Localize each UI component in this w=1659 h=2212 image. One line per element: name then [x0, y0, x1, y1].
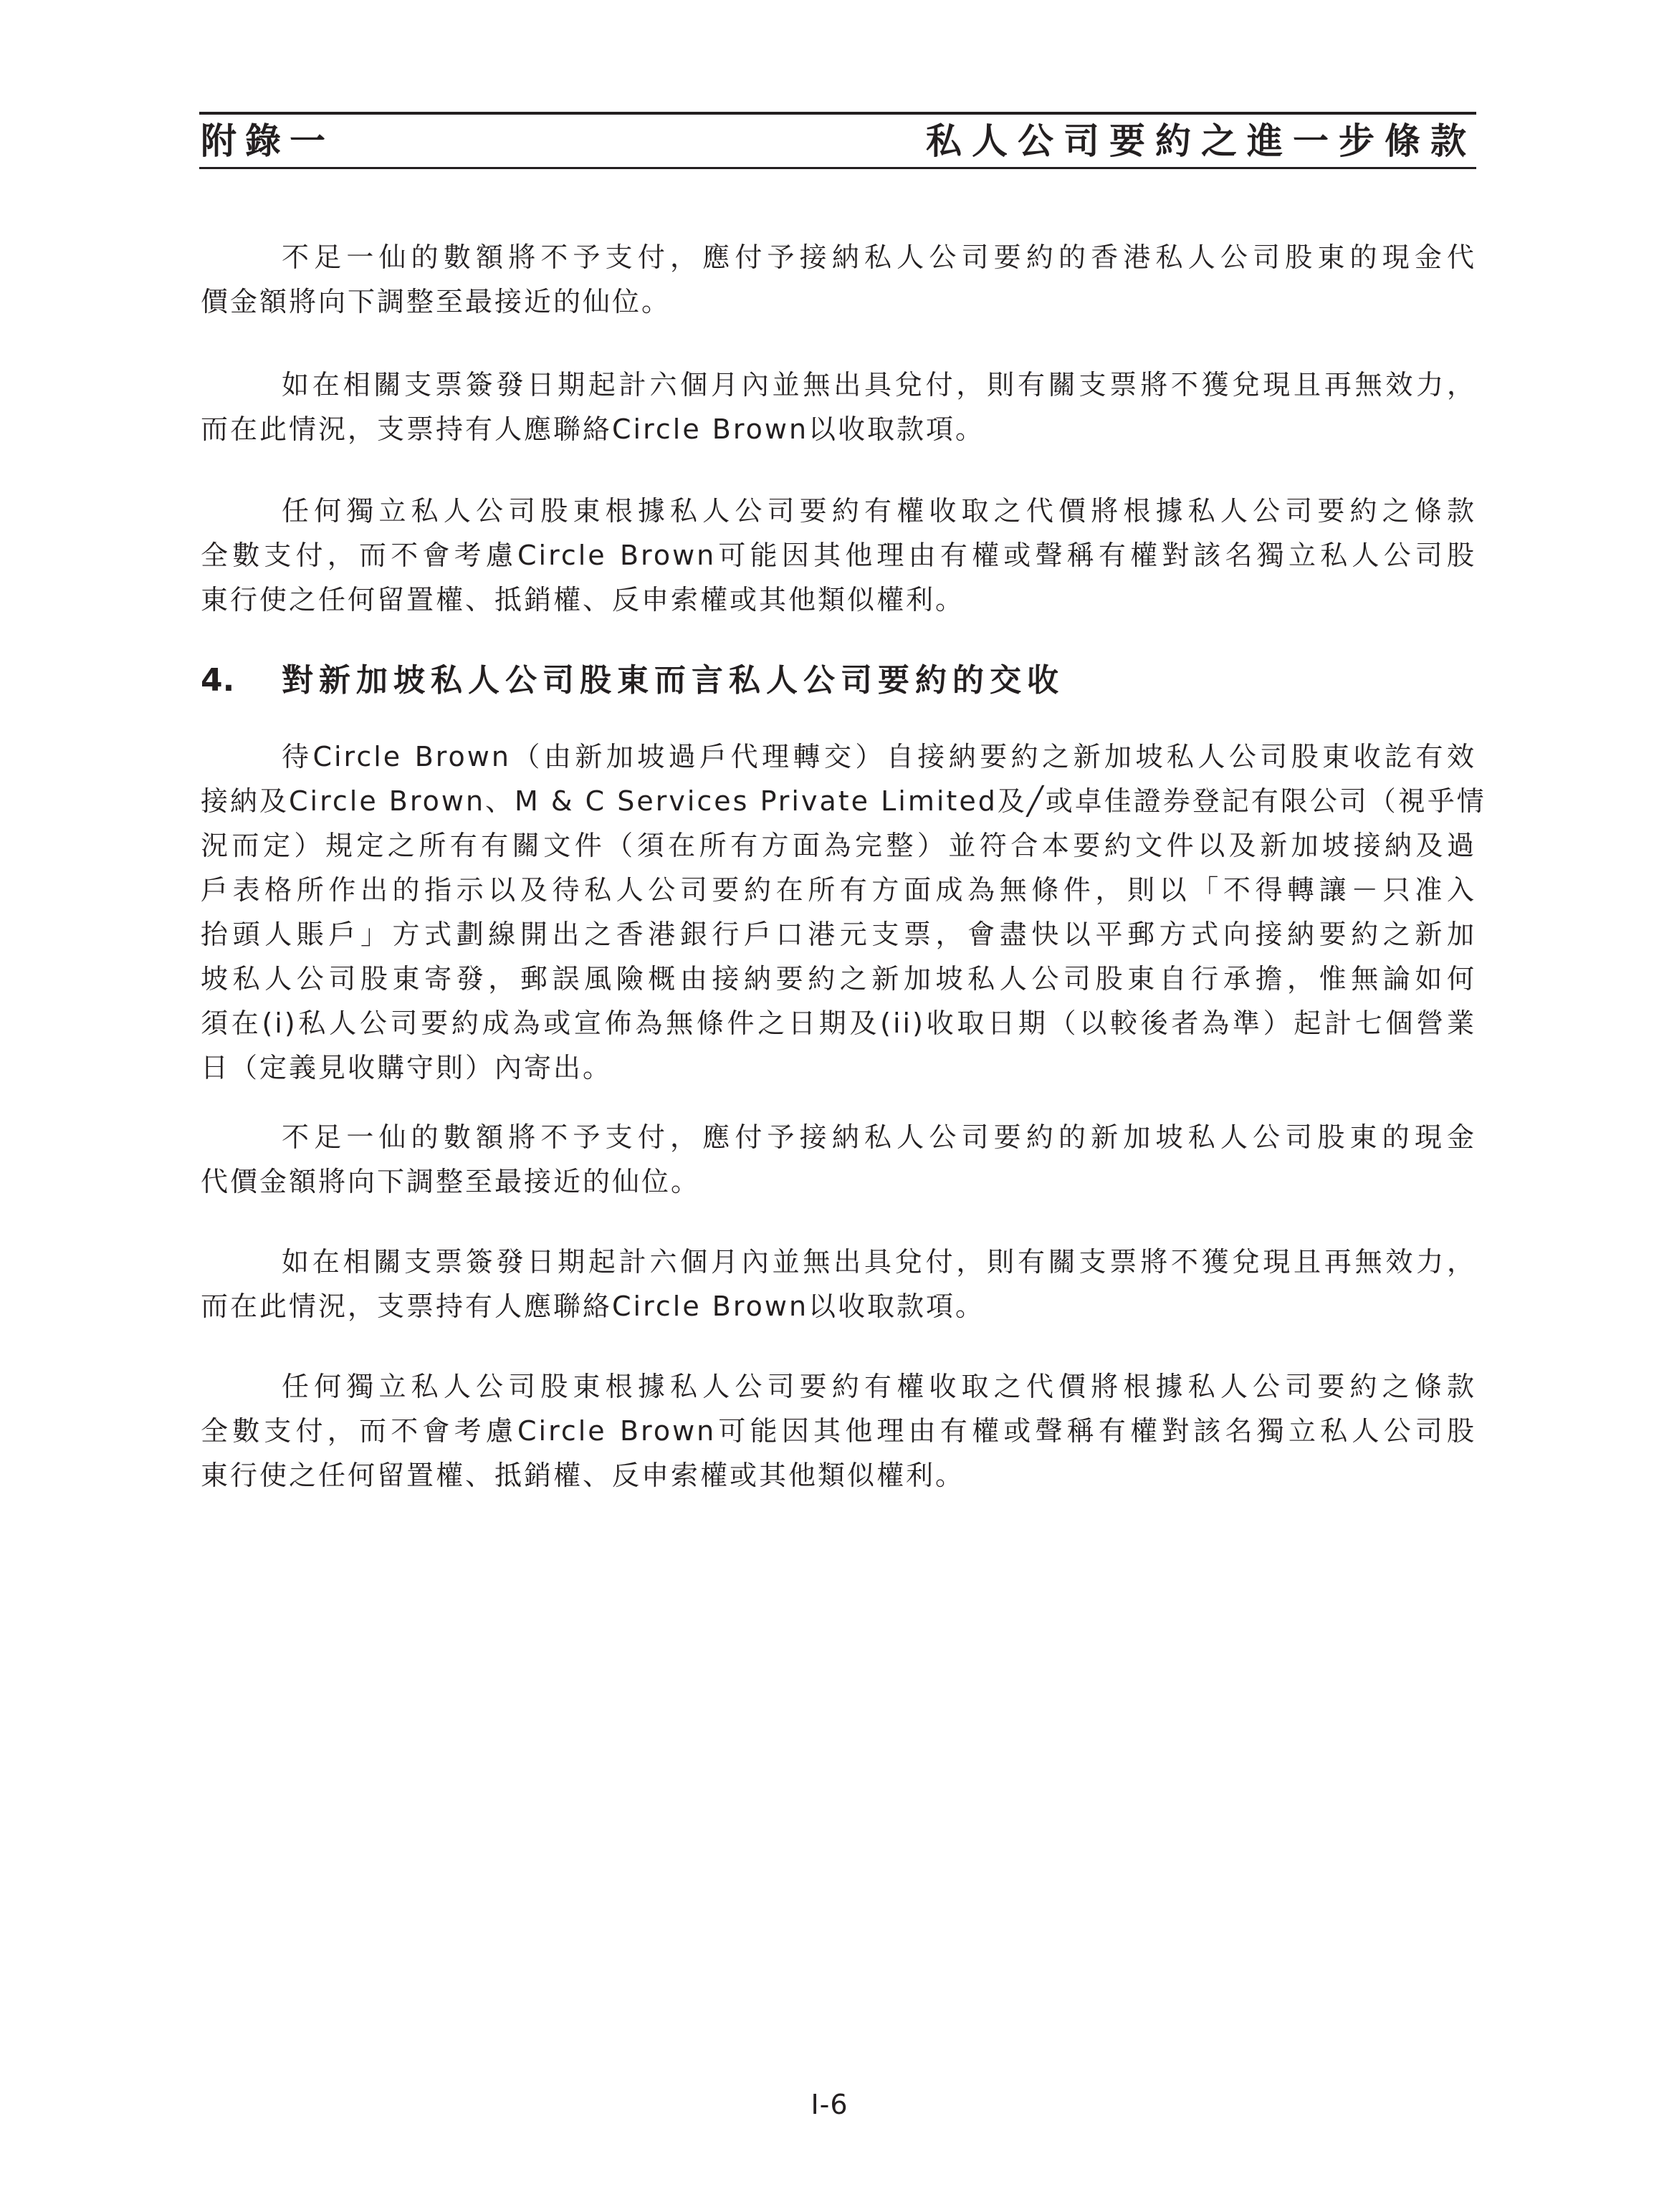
paragraph-hk-cheque-validity	[201, 363, 1476, 451]
paragraph-sg-settlement	[201, 734, 1486, 1090]
paragraph-line: 價金額將向下調整至最接近的仙位。	[201, 286, 671, 317]
paragraph-line: 全數支付，而不會考慮Circle Brown可能因其他理由有權或聲稱有權對該名獨立私人公司股	[201, 540, 1476, 571]
paragraph-line: 而在此情況，支票持有人應聯絡Circle Brown以收取款項。	[201, 1291, 985, 1322]
paragraph-line: 東行使之任何留置權、抵銷權、反申索權或其他類似權利。	[201, 584, 965, 616]
paragraph-sg-cheque-validity	[201, 1240, 1476, 1328]
paragraph-line: 須在(i)私人公司要約成為或宣佈為無條件之日期及(ii)收取日期（以較後者為準）起計七個營業	[201, 1007, 1476, 1039]
paragraph-line: 任何獨立私人公司股東根據私人公司要約有權收取之代價將根據私人公司要約之條款	[282, 1371, 1476, 1402]
appendix-title: 私人公司要約之進一步條款	[926, 120, 1476, 162]
paragraph-line: 如在相關支票簽發日期起計六個月內並無出具兌付，則有關支票將不獲兌現且再無效力，	[282, 369, 1476, 401]
paragraph-line: 代價金額將向下調整至最接近的仙位。	[201, 1166, 701, 1197]
paragraph-line: 東行使之任何留置權、抵銷權、反申索權或其他類似權利。	[201, 1460, 965, 1491]
paragraph-hk-rounding	[201, 235, 1476, 324]
header-bottom-rule	[199, 167, 1476, 169]
paragraph-line: 接納及Circle Brown、M & C Services Private Limited及╱或卓佳證券登記有限公司（視乎情	[201, 785, 1486, 817]
paragraph-line: 戶表格所作出的指示以及待私人公司要約在所有方面成為無條件，則以「不得轉讓－只准入	[201, 874, 1476, 906]
paragraph-sg-rounding	[201, 1115, 1476, 1204]
section-title: 對新加坡私人公司股東而言私人公司要約的交收	[282, 662, 1064, 699]
appendix-label: 附錄一	[201, 120, 334, 162]
paragraph-line: 不足一仙的數額將不予支付，應付予接納私人公司要約的新加坡私人公司股東的現金	[282, 1121, 1476, 1153]
header-top-rule	[199, 112, 1476, 115]
section-number: 4.	[201, 662, 235, 699]
paragraph-line: 全數支付，而不會考慮Circle Brown可能因其他理由有權或聲稱有權對該名獨立私人公司股	[201, 1415, 1476, 1447]
paragraph-line: 日（定義見收購守則）內寄出。	[201, 1052, 613, 1083]
paragraph-line: 不足一仙的數額將不予支付，應付予接納私人公司要約的香港私人公司股東的現金代	[282, 241, 1476, 273]
paragraph-line: 如在相關支票簽發日期起計六個月內並無出具兌付，則有關支票將不獲兌現且再無效力，	[282, 1246, 1476, 1278]
paragraph-line: 況而定）規定之所有有關文件（須在所有方面為完整）並符合本要約文件以及新加坡接納及過	[201, 830, 1476, 861]
paragraph-sg-full-payment	[201, 1364, 1476, 1498]
paragraph-line: 待Circle Brown（由新加坡過戶代理轉交）自接納要約之新加坡私人公司股東收訖有效	[282, 741, 1476, 772]
paragraph-line: 抬頭人賬戶」方式劃線開出之香港銀行戶口港元支票，會盡快以平郵方式向接納要約之新加	[201, 919, 1476, 950]
paragraph-line: 坡私人公司股東寄發，郵誤風險概由接納要約之新加坡私人公司股東自行承擔，惟無論如何	[201, 963, 1476, 995]
paragraph-hk-full-payment	[201, 489, 1476, 622]
paragraph-line: 任何獨立私人公司股東根據私人公司要約有權收取之代價將根據私人公司要約之條款	[282, 495, 1476, 527]
paragraph-line: 而在此情況，支票持有人應聯絡Circle Brown以收取款項。	[201, 413, 985, 445]
section-heading	[201, 659, 1064, 703]
page-number: I-6	[811, 2089, 848, 2120]
